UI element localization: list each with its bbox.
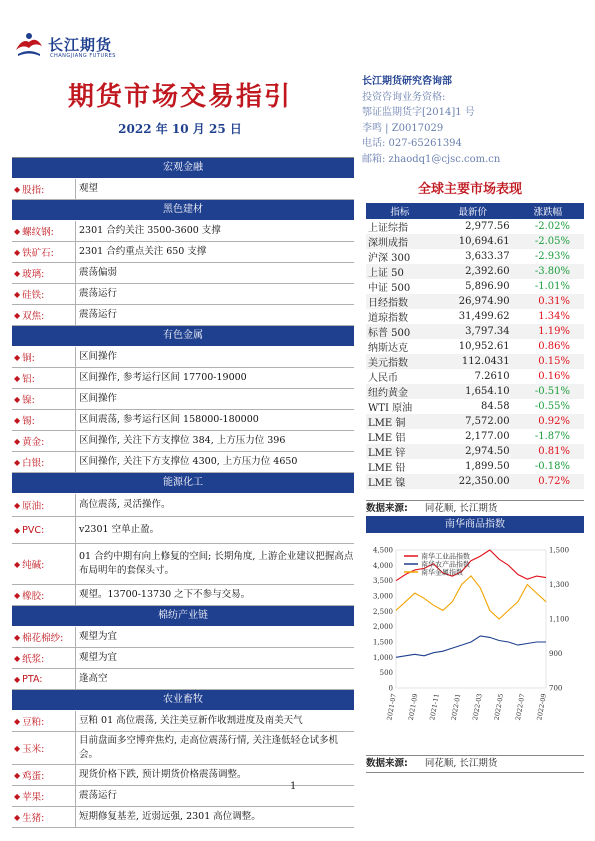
commodity-guidance: 观望为宜 [79, 631, 118, 642]
source-text: 同花顺, 长江期货 [424, 503, 498, 514]
change-pct: -2.93% [534, 251, 570, 262]
y-tick-label-left: 4,500 [372, 546, 393, 555]
guidance-row [12, 410, 354, 431]
guidance-row [12, 305, 354, 326]
section-header: 宏观金融 [12, 158, 354, 179]
market-row [366, 234, 584, 249]
guidance-row [12, 711, 354, 732]
guidance-row [12, 807, 354, 828]
commodity-label [12, 452, 76, 472]
guidance-row [12, 544, 354, 585]
guidance-table [12, 157, 354, 828]
diamond-bullet-icon: ◆ [14, 791, 21, 801]
latest-price: 112.0431 [461, 356, 510, 367]
page-number: 1 [290, 781, 297, 792]
x-tick-label: 2022-01 [449, 692, 463, 721]
diamond-bullet-icon: ◆ [14, 268, 21, 278]
series-line [396, 576, 546, 619]
latest-price: 3,633.37 [465, 251, 510, 262]
nanhua-index-chart [366, 540, 584, 750]
commodity-name: 纯碱: [22, 560, 45, 571]
change-pct: -0.51% [534, 386, 570, 397]
index-name: LME 镍 [368, 478, 406, 489]
market-row [366, 279, 584, 294]
latest-price: 26,974.90 [458, 296, 510, 307]
y-tick-label-right: 1,500 [549, 546, 570, 555]
legend-label: 南华工业品指数 [421, 552, 470, 561]
commodity-name: 镍: [22, 395, 35, 406]
change-pct: -2.05% [534, 236, 570, 247]
commodity-guidance: 区间操作 [79, 393, 118, 404]
commodity-guidance: 震荡偏弱 [79, 267, 118, 278]
change-pct: -1.01% [534, 281, 570, 292]
market-row [366, 444, 584, 459]
y-tick-label-right: 1,300 [549, 581, 570, 589]
commodity-name: 玉米: [22, 744, 45, 755]
source-label: 数据来源: [366, 758, 408, 769]
section-header: 农业畜牧 [12, 690, 354, 711]
commodity-name: 鸡蛋: [22, 771, 45, 782]
commodity-guidance: 目前盘面多空博弈焦灼, 走高位震荡行情, 关注逢低轻仓试多机会。 [79, 735, 339, 760]
diamond-bullet-icon: ◆ [14, 743, 21, 753]
commodity-name: 生猪: [22, 813, 45, 824]
latest-price: 3,797.34 [465, 326, 510, 337]
report-date: 2022 年 10 月 25 日 [118, 122, 242, 136]
market-row [366, 294, 584, 309]
commodity-label [12, 410, 76, 430]
contact-line: 李鸣 | Z0017029 [362, 122, 444, 134]
chart-header: 南华商品指数 [366, 516, 584, 533]
diamond-bullet-icon: ◆ [14, 373, 21, 383]
diamond-bullet-icon: ◆ [14, 457, 21, 467]
commodity-label [12, 786, 76, 806]
diamond-bullet-icon: ◆ [14, 289, 21, 299]
contact-line: 投资咨询业务资格: [362, 91, 446, 103]
market-title: 全球主要市场表现 [417, 182, 522, 197]
guidance-row [12, 221, 354, 242]
guidance-row [12, 431, 354, 452]
y-tick-label-left: 2,000 [372, 623, 393, 632]
logo-emblem-icon [12, 28, 46, 62]
commodity-guidance: 观望。13700-13730 之下不参与交易。 [79, 589, 251, 600]
diamond-bullet-icon: ◆ [14, 352, 21, 362]
commodity-label [12, 648, 76, 668]
commodity-label [12, 711, 76, 731]
y-tick-label-right: 700 [549, 684, 563, 693]
contact-block [362, 74, 500, 168]
diamond-bullet-icon: ◆ [14, 394, 21, 404]
index-name: 上证综指 [368, 223, 408, 234]
diamond-bullet-icon: ◆ [14, 559, 21, 569]
commodity-name: 纸浆: [22, 654, 45, 665]
guidance-row [12, 284, 354, 305]
commodity-guidance: 震荡运行 [79, 288, 118, 299]
commodity-label [12, 179, 76, 199]
commodity-guidance: 观望为宜 [79, 652, 118, 663]
commodity-name: 苹果: [22, 792, 45, 803]
commodity-guidance: 区间操作 [79, 351, 118, 362]
x-tick-label: 2021-07 [385, 692, 398, 721]
latest-price: 7,572.00 [465, 416, 510, 427]
guidance-row [12, 494, 354, 517]
commodity-guidance: 区间震荡, 参考运行区间 158000-180000 [79, 414, 259, 425]
commodity-name: 铝: [22, 374, 35, 385]
commodity-name: 硅铁: [22, 290, 45, 301]
market-row [366, 474, 584, 489]
x-tick-label: 2022-07 [513, 692, 527, 721]
index-name: LME 铜 [368, 418, 406, 429]
latest-price: 2,177.00 [465, 431, 510, 442]
commodity-label [12, 221, 76, 241]
legend-label: 南华金属指数 [421, 568, 463, 577]
guidance-row [12, 765, 354, 786]
legend-label: 南华农产品指数 [421, 560, 470, 569]
commodity-name: 铁矿石: [22, 248, 54, 259]
change-pct: 0.15% [538, 356, 570, 367]
index-name: WTI 原油 [368, 403, 413, 414]
commodity-guidance: 震荡运行 [79, 790, 118, 801]
contact-email: 邮箱: zhaodq1@cjsc.com.cn [362, 153, 501, 165]
commodity-guidance: 区间操作, 参考运行区间 17700-19000 [79, 372, 247, 383]
guidance-row [12, 517, 354, 544]
commodity-guidance: 现货价格下跌, 预计期货价格震荡调整。 [79, 769, 247, 780]
x-tick-label: 2022-05 [492, 692, 506, 721]
column-header: 最新价 [434, 203, 512, 219]
commodity-name: 铜: [22, 353, 35, 364]
commodity-label [12, 347, 76, 367]
diamond-bullet-icon: ◆ [14, 674, 21, 684]
y-tick-label-right: 1,100 [549, 615, 570, 624]
y-tick-label-right: 900 [549, 650, 563, 658]
diamond-bullet-icon: ◆ [14, 247, 21, 257]
latest-price: 22,350.00 [458, 476, 510, 487]
market-row [366, 369, 584, 384]
latest-price: 2,392.60 [465, 266, 510, 277]
diamond-bullet-icon: ◆ [14, 525, 21, 535]
commodity-guidance: 震荡运行 [79, 309, 118, 320]
market-row [366, 384, 584, 399]
commodity-name: PVC: [22, 524, 45, 536]
index-name: LME 铅 [368, 463, 406, 474]
page-title: 期货市场交易指引 [67, 82, 292, 112]
commodity-label [12, 368, 76, 388]
y-tick-label-left: 3,500 [372, 577, 393, 586]
commodity-label [12, 669, 76, 689]
commodity-guidance: 01 合约中期有向上修复的空间; 长期角度, 上游企业建议把握高点布局明年的套保头寸。 [79, 551, 354, 576]
company-logo [12, 28, 162, 68]
commodity-label [12, 431, 76, 451]
series-line [396, 636, 546, 657]
change-pct: 1.34% [538, 311, 570, 322]
commodity-label [12, 263, 76, 283]
commodity-label [12, 517, 76, 543]
guidance-row [12, 347, 354, 368]
diamond-bullet-icon: ◆ [14, 500, 21, 510]
logo-text: 长江期货 [48, 36, 113, 54]
latest-price: 5,896.90 [465, 281, 510, 292]
guidance-row [12, 242, 354, 263]
index-name: LME 锌 [368, 448, 406, 459]
change-pct: -2.02% [534, 221, 570, 232]
source-text: 同花顺, 长江期货 [424, 758, 498, 769]
commodity-label [12, 242, 76, 262]
commodity-guidance: 豆粕 01 高位震荡, 关注美豆新作收割进度及南美天气 [79, 715, 303, 726]
change-pct: 0.16% [538, 371, 570, 382]
y-tick-label-left: 3,000 [372, 592, 393, 601]
commodity-guidance: 区间操作, 关注下方支撑位 4300, 上方压力位 4650 [79, 456, 298, 467]
commodity-name: 黄金: [22, 437, 45, 448]
commodity-name: 玻璃: [22, 269, 45, 280]
market-row [366, 414, 584, 429]
commodity-guidance: 观望 [79, 183, 99, 194]
index-name: LME 铝 [368, 433, 406, 444]
market-row [366, 219, 584, 234]
y-tick-label-left: 2,500 [372, 607, 393, 616]
index-name: 沪深 300 [368, 253, 411, 264]
index-name: 纽约黄金 [368, 388, 408, 399]
commodity-label [12, 305, 76, 325]
diamond-bullet-icon: ◆ [14, 812, 21, 822]
index-name: 人民币 [368, 373, 398, 384]
commodity-guidance: v2301 空单止盈。 [79, 524, 160, 535]
diamond-bullet-icon: ◆ [14, 184, 21, 194]
x-tick-label: 2021-09 [406, 692, 420, 721]
commodity-name: 原油: [22, 501, 45, 512]
change-pct: -3.80% [534, 266, 570, 277]
change-pct: 0.72% [538, 476, 570, 487]
latest-price: 31,499.62 [458, 311, 510, 322]
commodity-label [12, 494, 76, 516]
guidance-row [12, 585, 354, 606]
plot-area [396, 550, 546, 688]
market-row [366, 339, 584, 354]
commodity-guidance: 区间操作, 关注下方支撑位 384, 上方压力位 396 [79, 435, 286, 446]
market-row [366, 354, 584, 369]
guidance-row [12, 786, 354, 807]
commodity-label [12, 585, 76, 605]
change-pct: 0.31% [538, 296, 570, 307]
index-name: 标普 500 [368, 328, 411, 339]
x-tick-label: 2022-03 [471, 692, 484, 721]
latest-price: 84.58 [481, 401, 510, 412]
section-header: 能源化工 [12, 473, 354, 494]
source-label: 数据来源: [366, 503, 408, 514]
commodity-name: PTA: [22, 673, 43, 685]
y-tick-label-left: 0 [388, 684, 393, 693]
x-tick-label: 2021-11 [428, 692, 441, 721]
market-row [366, 429, 584, 444]
logo-subtext: CHANGJIANG FUTURES [50, 53, 116, 59]
diamond-bullet-icon: ◆ [14, 590, 21, 600]
index-name: 上证 50 [368, 268, 404, 279]
chart-source [366, 755, 584, 773]
market-row [366, 249, 584, 264]
commodity-label [12, 389, 76, 409]
column-header: 涨跌幅 [512, 203, 584, 219]
index-name: 深圳成指 [368, 238, 408, 249]
guidance-row [12, 368, 354, 389]
market-row [366, 309, 584, 324]
commodity-name: 双焦: [22, 311, 45, 322]
commodity-label [12, 765, 76, 785]
diamond-bullet-icon: ◆ [14, 770, 21, 780]
commodity-guidance: 短期修复基差, 近弱远强, 2301 高位调整。 [79, 811, 261, 822]
latest-price: 2,977.56 [465, 221, 510, 232]
index-name: 日经指数 [368, 298, 408, 309]
market-row [366, 264, 584, 279]
column-header: 指标 [366, 203, 434, 219]
commodity-label [12, 627, 76, 647]
market-row [366, 459, 584, 474]
market-source [366, 500, 584, 517]
commodity-name: 棉花棉纱: [22, 633, 64, 644]
diamond-bullet-icon: ◆ [14, 653, 21, 663]
contact-line: 电话: 027-65261394 [362, 138, 462, 150]
diamond-bullet-icon: ◆ [14, 716, 21, 726]
y-tick-label-left: 500 [379, 669, 393, 678]
market-row [366, 324, 584, 339]
index-name: 道琼指数 [368, 313, 408, 324]
latest-price: 10,694.61 [458, 236, 510, 247]
guidance-row [12, 452, 354, 473]
section-header: 有色金属 [12, 326, 354, 347]
latest-price: 1,899.50 [465, 461, 510, 472]
y-tick-label-left: 4,000 [372, 561, 393, 570]
diamond-bullet-icon: ◆ [14, 226, 21, 236]
y-tick-label-left: 1,500 [372, 638, 393, 647]
market-table [366, 203, 584, 489]
diamond-bullet-icon: ◆ [14, 632, 21, 642]
guidance-row [12, 627, 354, 648]
contact-line: 鄂证监期货字[2014]1 号 [362, 107, 475, 119]
commodity-label [12, 544, 76, 584]
commodity-label [12, 284, 76, 304]
latest-price: 1,654.10 [465, 386, 510, 397]
diamond-bullet-icon: ◆ [14, 436, 21, 446]
latest-price: 2,974.50 [465, 446, 510, 457]
index-name: 中证 500 [368, 283, 411, 294]
commodity-name: 橡胶: [22, 591, 45, 602]
change-pct: 0.86% [538, 341, 570, 352]
commodity-name: 白银: [22, 458, 45, 469]
index-name: 纳斯达克 [368, 343, 408, 354]
index-name: 美元指数 [368, 358, 408, 369]
contact-dept: 长江期货研究咨询部 [362, 76, 452, 87]
change-pct: 0.81% [538, 446, 570, 457]
y-tick-label-left: 1,000 [372, 653, 393, 662]
section-header: 棉纺产业链 [12, 606, 354, 627]
x-tick-label: 2022-09 [535, 692, 548, 721]
change-pct: 0.92% [538, 416, 570, 427]
guidance-row [12, 389, 354, 410]
change-pct: -0.18% [534, 461, 570, 472]
commodity-guidance: 2301 合约关注 3500-3600 支撑 [79, 225, 221, 236]
commodity-label [12, 807, 76, 827]
latest-price: 7.2610 [474, 371, 510, 382]
guidance-row [12, 648, 354, 669]
commodity-name: 锡: [22, 416, 35, 427]
market-row [366, 399, 584, 414]
change-pct: 1.19% [538, 326, 570, 337]
guidance-row [12, 179, 354, 200]
commodity-name: 豆粕: [22, 717, 45, 728]
section-header: 黑色建材 [12, 200, 354, 221]
commodity-guidance: 高位震荡, 灵活操作。 [79, 499, 171, 510]
diamond-bullet-icon: ◆ [14, 310, 21, 320]
commodity-name: 股指: [22, 185, 45, 196]
latest-price: 10,952.61 [458, 341, 510, 352]
guidance-row [12, 263, 354, 284]
guidance-row [12, 732, 354, 765]
guidance-row [12, 669, 354, 690]
change-pct: -0.55% [534, 401, 570, 412]
commodity-guidance: 2301 合约重点关注 650 支撑 [79, 246, 207, 257]
diamond-bullet-icon: ◆ [14, 415, 21, 425]
commodity-guidance: 逢高空 [79, 673, 108, 684]
commodity-label [12, 732, 76, 764]
change-pct: -1.87% [534, 431, 570, 442]
commodity-name: 螺纹钢: [22, 227, 54, 238]
